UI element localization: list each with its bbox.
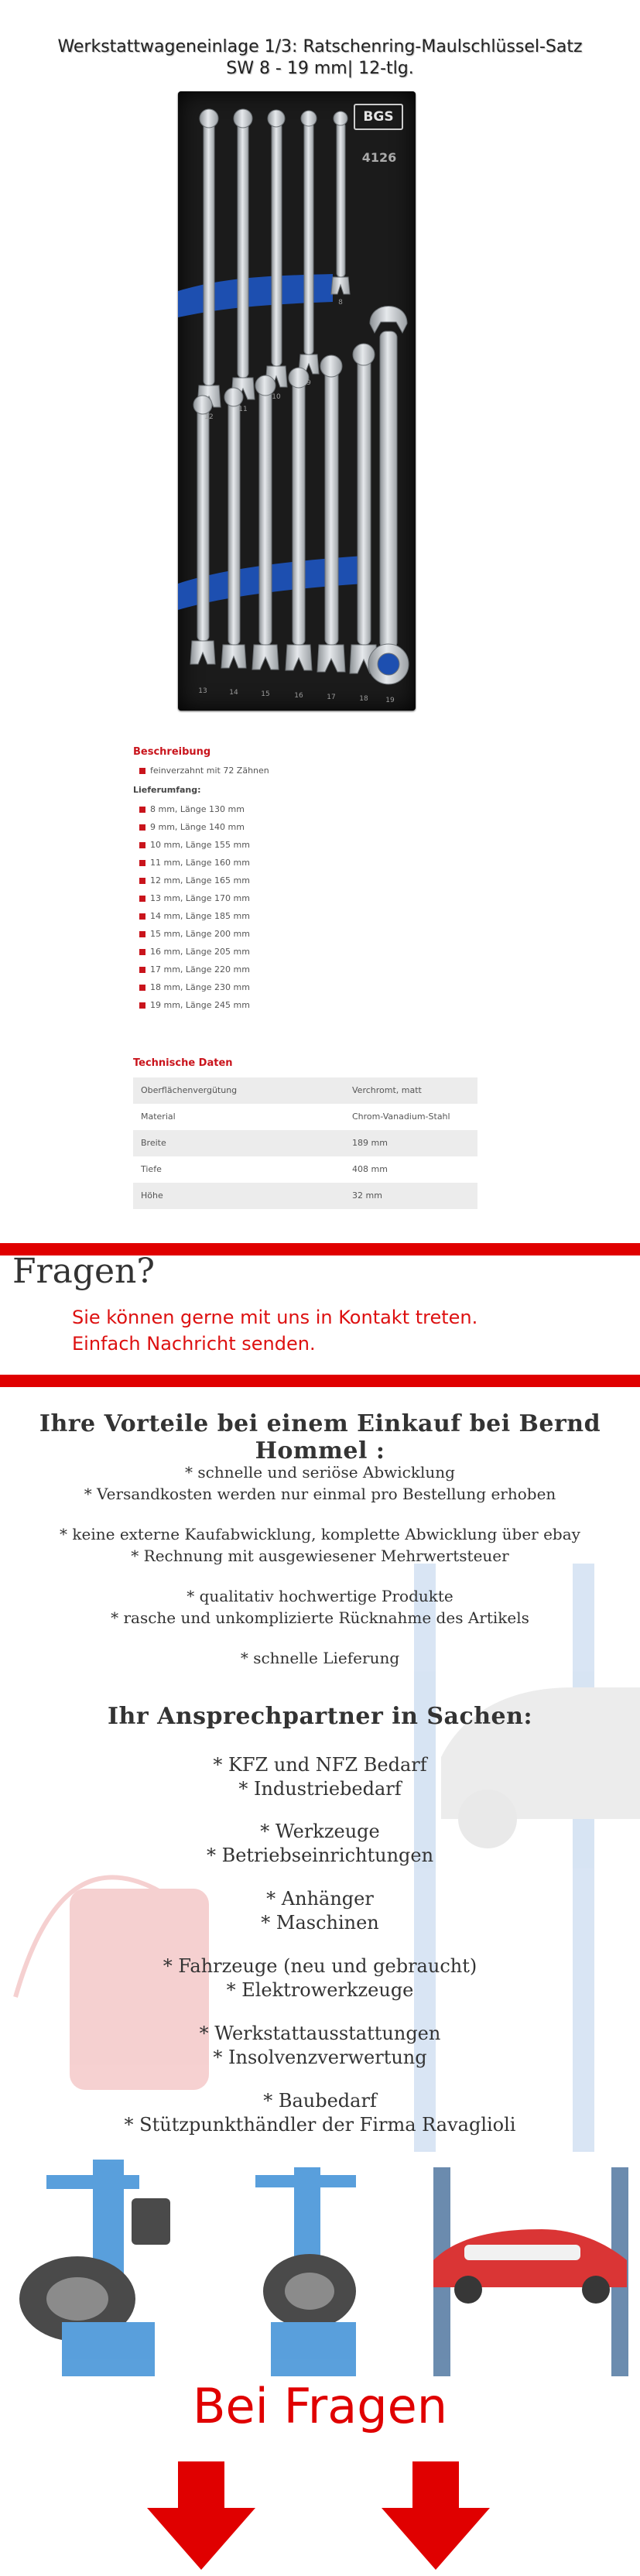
wrench-14 <box>221 388 246 668</box>
scope-title: Lieferumfang: <box>133 785 201 795</box>
list-item: 8 mm, Länge 130 mm <box>133 802 245 817</box>
advantage-line: * rasche und unkomplizierte Rücknahme des Artikels <box>111 1608 529 1627</box>
table-row <box>133 1130 477 1156</box>
list-item: 13 mm, Länge 170 mm <box>133 891 250 906</box>
article-number: 4126 <box>361 150 397 165</box>
feature-item: feinverzahnt mit 72 Zähnen <box>133 763 269 779</box>
partner-line: * Insolvenzverwertung <box>213 2047 427 2068</box>
tech-key: Breite <box>141 1138 166 1148</box>
wrench-13 <box>190 396 215 664</box>
advantage-line: * Versandkosten werden nur einmal pro Bestellung erhoben <box>84 1485 556 1503</box>
tech-key: Material <box>141 1112 176 1122</box>
partner-line: * Stützpunkthändler der Firma Ravaglioli <box>124 2114 516 2136</box>
wrench-9 <box>299 111 319 374</box>
wrench-12 <box>197 109 221 407</box>
tech-title: Technische Daten <box>133 1057 233 1069</box>
tech-value: 189 mm <box>352 1138 388 1148</box>
size-label: 10 <box>272 393 281 401</box>
tech-key: Oberflächenvergütung <box>141 1085 238 1095</box>
partner-line: * Werkzeuge <box>260 1821 380 1842</box>
size-label: 18 <box>359 695 368 703</box>
size-label: 11 <box>238 406 248 413</box>
wrench-8 <box>331 111 350 294</box>
tire-changer-left-image <box>19 2160 170 2376</box>
page-title: Werkstattwageneinlage 1/3: Ratschenring-Maulschlüssel-Satz <box>57 37 583 57</box>
list-item: 16 mm, Länge 205 mm <box>133 944 250 960</box>
list-item: 9 mm, Länge 140 mm <box>133 820 245 835</box>
cta-text: Bei Fragen <box>192 2378 448 2434</box>
size-label: 12 <box>204 413 214 421</box>
list-item: 12 mm, Länge 165 mm <box>133 873 250 889</box>
contact-line: Sie können gerne mit uns in Kontakt treten. <box>72 1307 478 1328</box>
partner-line: * Werkstattausstattungen <box>199 2023 441 2044</box>
contact-title: Fragen? <box>12 1252 155 1291</box>
wrench-17 <box>317 355 345 672</box>
down-arrow-right-icon <box>382 2461 490 2570</box>
advantages-title: Ihre Vorteile bei einem Einkauf bei Bernd Hommel : <box>39 1410 601 1464</box>
size-label: 17 <box>327 694 336 701</box>
down-arrows <box>0 2461 640 2576</box>
advantage-line: * schnelle und seriöse Abwicklung <box>185 1463 455 1482</box>
car-lift-image <box>433 2167 628 2376</box>
page-subtitle: SW 8 - 19 mm| 12-tlg. <box>226 59 414 78</box>
advantage-line: * qualitativ hochwertige Produkte <box>187 1587 453 1605</box>
partner-line: * Maschinen <box>261 1912 379 1934</box>
partner-line: * Baubedarf <box>263 2090 377 2112</box>
wrench-15 <box>252 375 279 670</box>
table-row <box>133 1156 477 1183</box>
down-arrow-left-icon <box>147 2461 255 2570</box>
wrench-10 <box>265 110 287 387</box>
brand-logo: BGS <box>354 104 403 130</box>
partner-line: * KFZ und NFZ Bedarf <box>213 1754 427 1776</box>
list-item: 14 mm, Länge 185 mm <box>133 909 250 924</box>
partner-line: * Anhänger <box>266 1888 374 1910</box>
tech-key: Tiefe <box>141 1164 162 1174</box>
list-item: 10 mm, Länge 155 mm <box>133 838 250 853</box>
advantage-line: * schnelle Lieferung <box>240 1649 400 1667</box>
tech-value: 32 mm <box>352 1190 382 1201</box>
tech-value: Verchromt, matt <box>352 1085 422 1095</box>
tech-value: 408 mm <box>352 1164 388 1174</box>
table-row <box>133 1077 477 1104</box>
table-row <box>133 1104 477 1130</box>
wrench-set-graphic <box>178 91 416 711</box>
size-label: 14 <box>229 689 238 697</box>
partner-line: * Betriebseinrichtungen <box>206 1845 434 1866</box>
description-title: Beschreibung <box>133 746 211 758</box>
tool-tray-image <box>178 91 416 711</box>
size-label: 8 <box>338 299 343 307</box>
partner-line: * Fahrzeuge (neu und gebraucht) <box>163 1955 477 1977</box>
size-label: 19 <box>385 697 395 704</box>
size-label: 9 <box>306 379 311 387</box>
wrench-19 <box>368 307 409 685</box>
table-row <box>133 1183 477 1209</box>
contact-line: Einfach Nachricht senden. <box>72 1333 316 1355</box>
list-item: 17 mm, Länge 220 mm <box>133 962 250 978</box>
size-label: 16 <box>294 692 303 700</box>
advantage-line: * keine externe Kaufabwicklung, komplette Abwicklung über ebay <box>60 1525 580 1543</box>
product-info <box>133 734 477 1214</box>
tire-changer-middle-image <box>255 2167 356 2376</box>
partner-line: * Elektrowerkzeuge <box>226 1979 414 2001</box>
machine-images <box>0 2152 640 2384</box>
size-label: 15 <box>261 690 270 698</box>
partner-line: * Industriebedarf <box>238 1778 402 1800</box>
red-divider <box>0 1375 640 1387</box>
tech-key: Höhe <box>141 1190 163 1201</box>
advantage-line: * Rechnung mit ausgewiesener Mehrwertsteuer <box>131 1547 509 1565</box>
tech-value: Chrom-Vanadium-Stahl <box>352 1112 450 1122</box>
list-item: 15 mm, Länge 200 mm <box>133 927 250 942</box>
wrench-16 <box>286 368 312 670</box>
wrench-11 <box>231 109 255 399</box>
list-item: 11 mm, Länge 160 mm <box>133 855 250 871</box>
wrench-18 <box>350 344 378 673</box>
size-label: 13 <box>198 687 207 695</box>
list-item: 18 mm, Länge 230 mm <box>133 980 250 995</box>
list-item: 19 mm, Länge 245 mm <box>133 998 250 1013</box>
partner-title: Ihr Ansprechpartner in Sachen: <box>107 1703 533 1730</box>
